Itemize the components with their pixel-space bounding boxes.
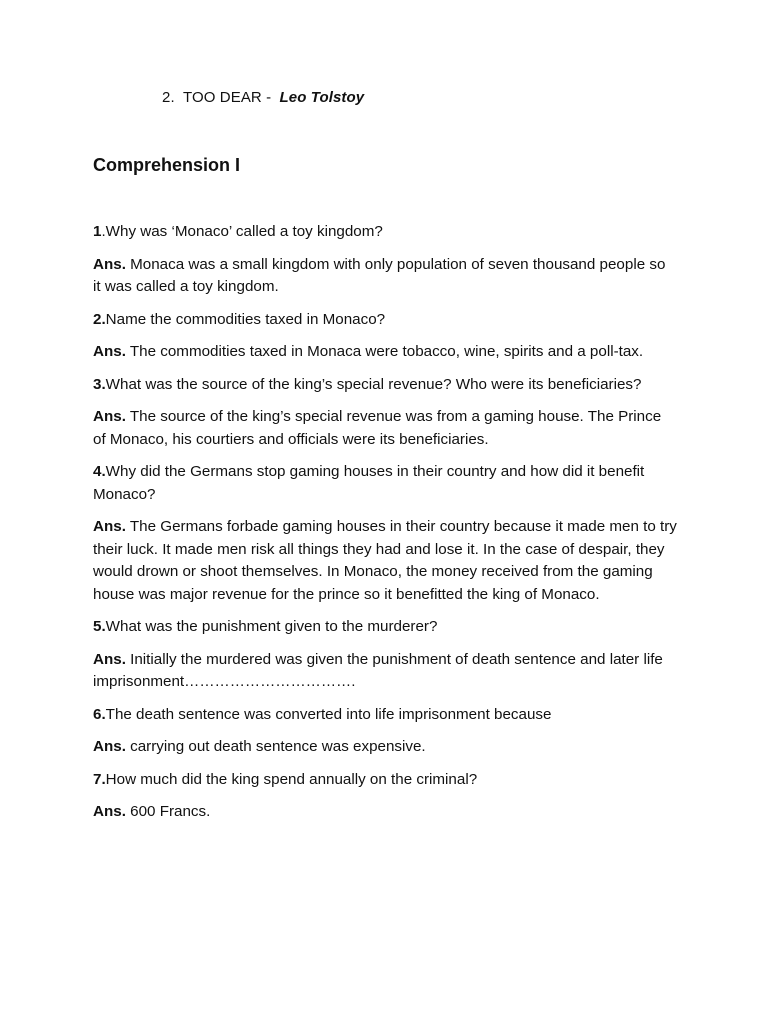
chapter-title: TOO DEAR - <box>182 89 272 106</box>
document-title <box>162 89 364 106</box>
question-number: 5. <box>93 618 106 635</box>
answer-text: 600 Francs. <box>125 803 211 820</box>
answer <box>93 341 677 364</box>
question-text: Why did the Germans stop gaming houses in their country and how did it benefit Monaco? <box>93 463 645 503</box>
question-text: What was the punishment given to the murderer? <box>105 618 438 635</box>
answer-label: Ans. <box>93 518 126 535</box>
answer-text: The source of the king’s special revenue was from a gaming house. The Prince of Monaco, his courtiers and officials were its beneficiaries. <box>93 408 662 448</box>
answer-label: Ans. <box>93 650 126 668</box>
question <box>93 221 677 244</box>
answer-label: Ans. <box>93 803 126 820</box>
answer-text: Initially the murdered was given the punishment of death sentence and later life imprisonment……………………………. <box>93 650 663 690</box>
answer <box>93 801 677 824</box>
question <box>93 461 677 506</box>
question <box>93 769 677 792</box>
question-number: 2. <box>93 310 106 328</box>
answer-label: Ans. <box>93 408 126 425</box>
answer-label: Ans. <box>93 255 126 273</box>
chapter-number: 2. <box>162 89 175 106</box>
question-text: Name the commodities taxed in Monaco? <box>105 310 386 328</box>
answer <box>93 516 677 606</box>
question-text: What was the source of the king’s special revenue? Who were its beneficiaries? <box>105 375 642 393</box>
answer-text: The commodities taxed in Monaca were tobacco, wine, spirits and a poll-tax. <box>125 343 644 360</box>
section-heading: Comprehension I <box>93 155 241 175</box>
answer <box>93 406 677 451</box>
answer <box>93 254 677 299</box>
question-number: 3. <box>93 375 106 393</box>
question <box>93 309 677 332</box>
question-number: 7. <box>93 770 106 788</box>
answer-text: carrying out death sentence was expensive. <box>125 738 426 755</box>
answer <box>93 736 677 759</box>
question-text: How much did the king spend annually on the criminal? <box>105 770 478 788</box>
question <box>93 616 677 639</box>
question-text: The death sentence was converted into life imprisonment because <box>105 705 552 723</box>
question-number: 1 <box>93 223 102 240</box>
question <box>93 374 677 397</box>
question-number: 4. <box>93 463 106 480</box>
chapter-author: Leo Tolstoy <box>279 89 365 106</box>
question <box>93 704 677 727</box>
answer-label: Ans. <box>93 738 126 755</box>
answer-text: Monaca was a small kingdom with only population of seven thousand people so it was called a toy kingdom. <box>93 255 666 295</box>
question-text: .Why was ‘Monaco’ called a toy kingdom? <box>101 223 383 240</box>
answer <box>93 649 677 694</box>
question-answer-list <box>93 221 677 834</box>
answer-label: Ans. <box>93 343 126 360</box>
question-number: 6. <box>93 705 106 723</box>
answer-text: The Germans forbade gaming houses in their country because it made men to try their luck. It made men risk all things they had and lose it. In the case of despair, they would drown or shoot themselves. In Monaco, the money received from the gaming house was major revenue for the prince so it benefitted the king of Monaco. <box>93 518 677 603</box>
